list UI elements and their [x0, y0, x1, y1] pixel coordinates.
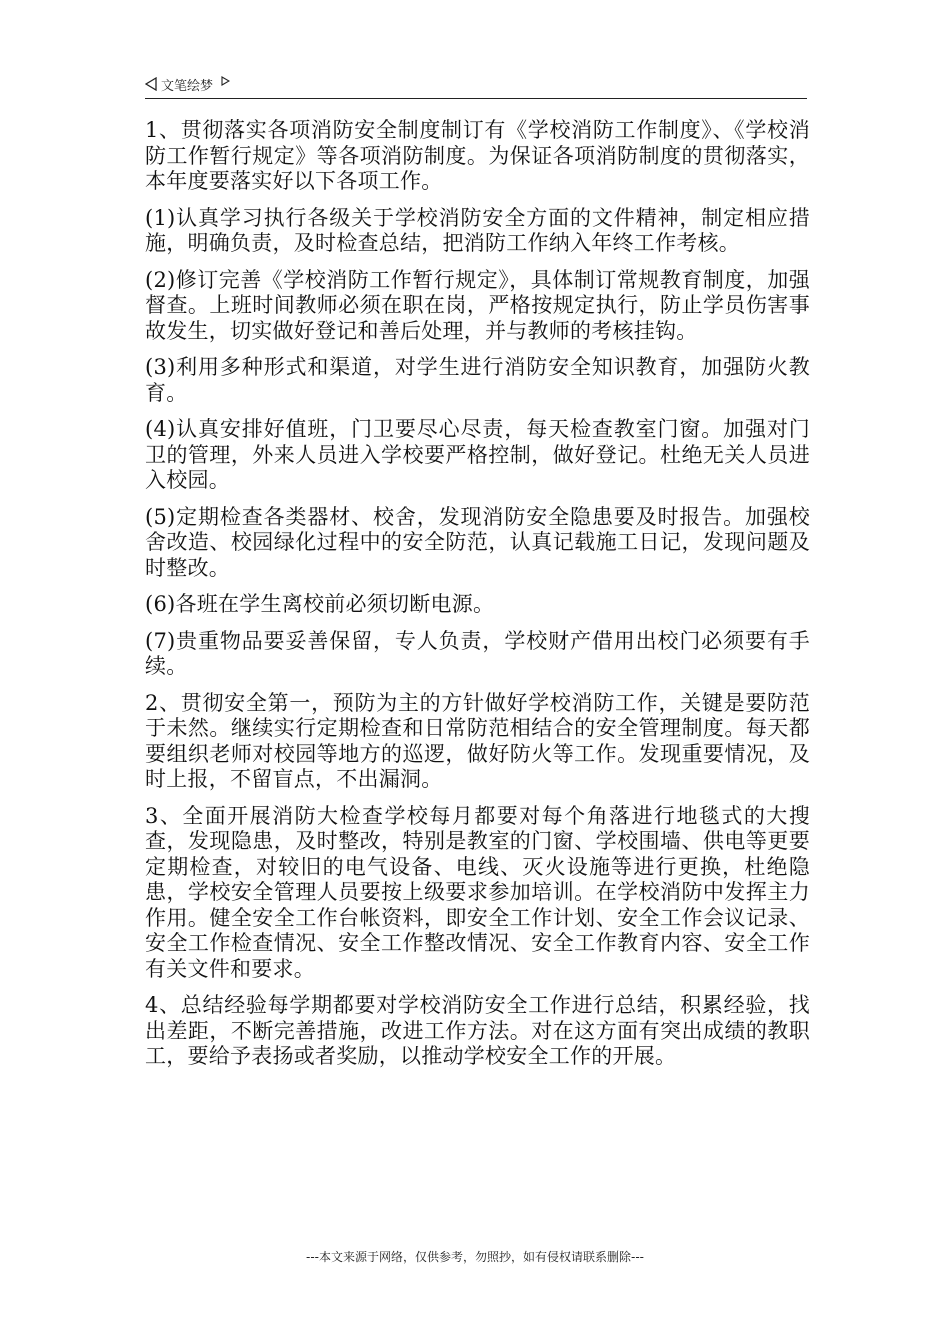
paragraph-item-2: (2)修订完善《学校消防工作暂行规定》，具体制订常规教育制度，加强督查。上班时间教师必须在职在岗，严格按规定执行，防止学员伤害事故发生，切实做好登记和善后处理，并与教师的考核挂钩。 — [145, 267, 810, 343]
paragraph-item-5: (5)定期检查各类器材、校舍，发现消防安全隐患要及时报告。加强校舍改造、校园绿化过程中的安全防范，认真记载施工日记，发现问题及时整改。 — [145, 504, 810, 580]
brand-logo — [145, 74, 230, 94]
paragraph-2: 2、贯彻安全第一，预防为主的方针做好学校消防工作，关键是要防范于未然。继续实行定期检查和日常防范相结合的安全管理制度。每天都要组织老师对校园等地方的巡逻，做好防火等工作。发现重要情况，及时上报，不留盲点，不出漏洞。 — [145, 690, 810, 791]
paragraph-item-6: (6)各班在学生离校前必须切断电源。 — [145, 592, 495, 616]
footer-disclaimer: ---本文来源于网络，仅供参考，勿照抄，如有侵权请联系删除--- — [306, 1250, 644, 1264]
brand-name: 文笔绘梦 — [161, 78, 214, 94]
paragraph-item-1: (1)认真学习执行各级关于学校消防安全方面的文件精神，制定相应措施，明确负责，及时检查总结，把消防工作纳入年终工作考核。 — [145, 205, 810, 255]
paragraph-item-4: (4)认真安排好值班，门卫要尽心尽责，每天检查教室门窗。加强对门卫的管理，外来人员进入学校要严格控制，做好登记。杜绝无关人员进入校园。 — [145, 417, 810, 492]
triangle-left-icon — [145, 77, 157, 91]
paragraph-3: 3、全面开展消防大检查学校每月都要对每个角落进行地毯式的大搜查，发现隐患，及时整改，特别是教室的门窗、学校围墙、供电等更要定期检查，对较旧的电气设备、电线、灭火设施等进行更换，杜绝隐患，学校安全管理人员要按上级要求参加培训。在学校消防中发挥主力作用。健全安全工作台帐资料，即安全工作计划、安全工作会议记录、安全工作检查情况、安全工作整改情况、安全工作教育内容、安全工作有关文件和要求。 — [145, 803, 810, 981]
paragraph-item-7: (7)贵重物品要妥善保留，专人负责，学校财产借用出校门必须要有手续。 — [145, 628, 810, 678]
paragraph-4: 4、总结经验每学期都要对学校消防安全工作进行总结，积累经验，找出差距，不断完善措施，改进工作方法。对在这方面有突出成绩的教职工，要给予表扬或者奖励，以推动学校安全工作的开展。 — [145, 993, 810, 1068]
document-body — [145, 118, 810, 1081]
triangle-right-icon — [221, 76, 230, 86]
page-header — [145, 74, 807, 99]
paragraph-1: 1、贯彻落实各项消防安全制度制订有《学校消防工作制度》、《学校消防工作暂行规定》等各项消防制度。为保证各项消防制度的贯彻落实，本年度要落实好以下各项工作。 — [145, 118, 810, 193]
paragraph-item-3: (3)利用多种形式和渠道，对学生进行消防安全知识教育，加强防火教育。 — [145, 355, 810, 405]
